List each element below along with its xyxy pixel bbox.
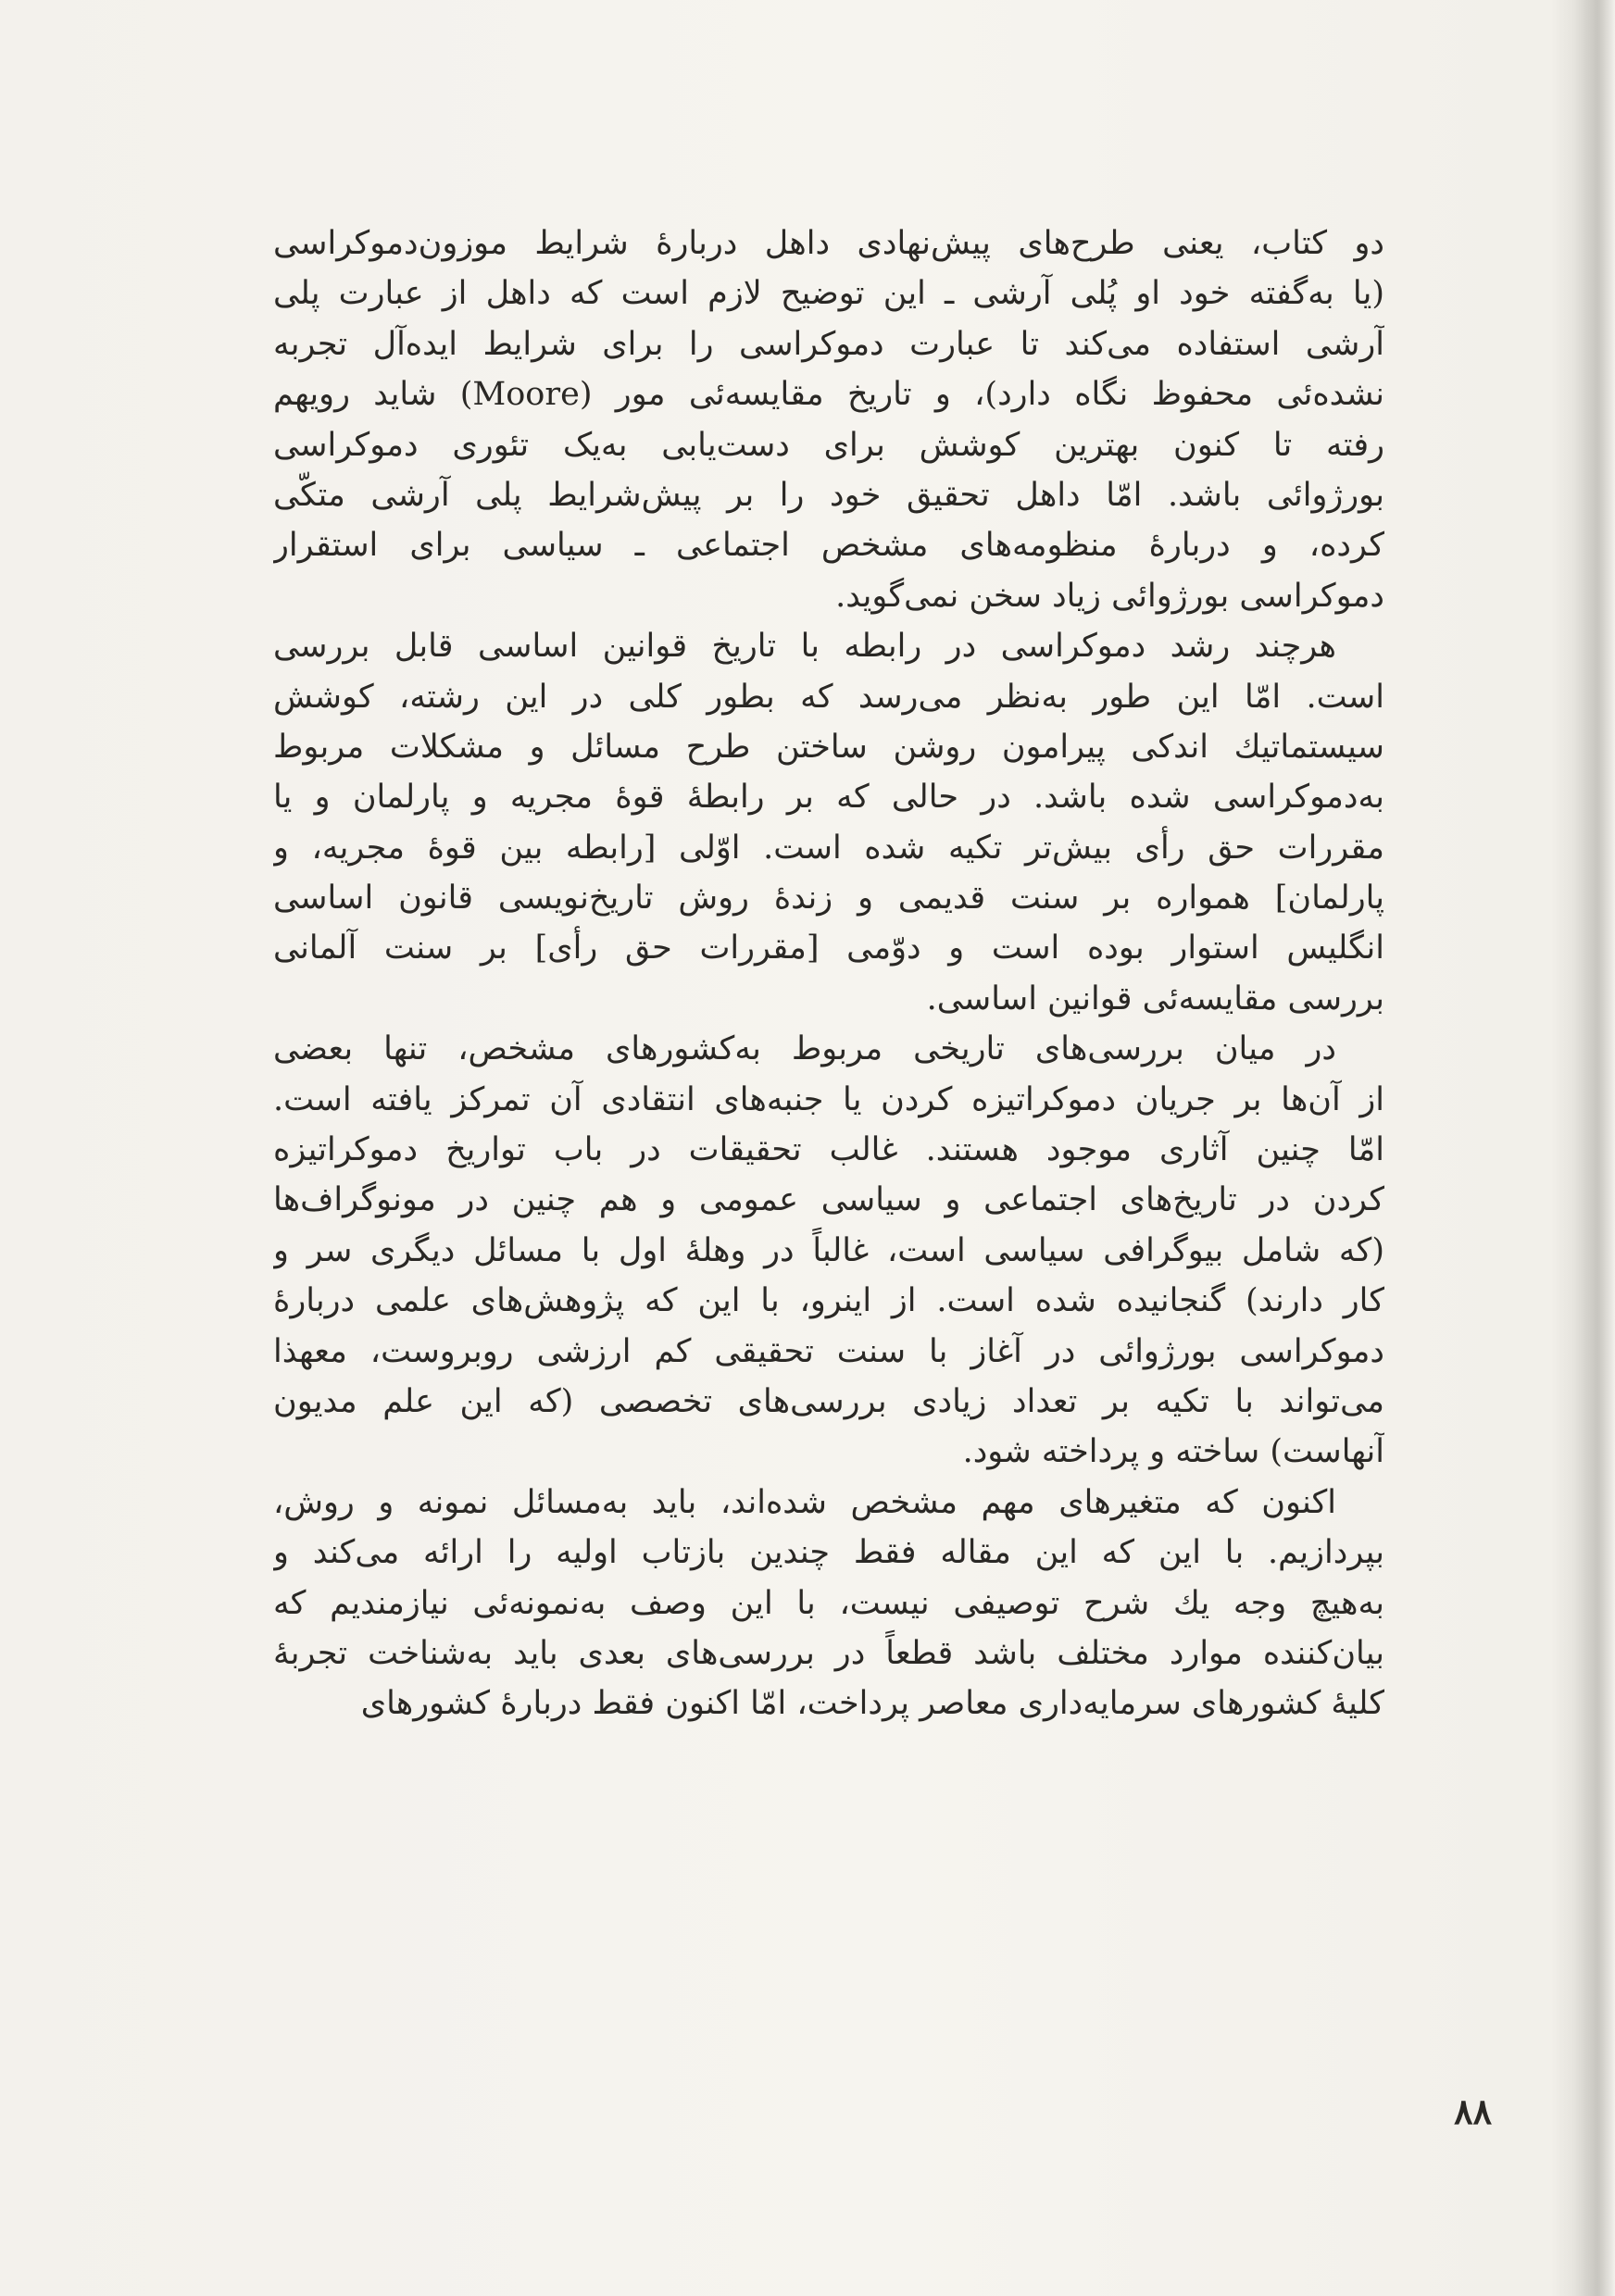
text-line: است. امّا این طور به‌نظر می‌رسد که بطور کلی در این رشته، کوشش xyxy=(273,678,1384,716)
text-line: بپردازیم. با این که این مقاله فقط چندین بازتاب اولیه را ارائه می‌کند و xyxy=(273,1534,1384,1572)
text-line: کرده، و دربارهٔ منظومه‌های مشخص اجتماعی ـ سیاسی برای استقرار xyxy=(273,527,1384,565)
text-line: نشده‌ئی محفوظ نگاه دارد)، و تاریخ مقایسه‌ئی مور (Moore) شاید رویهم xyxy=(273,376,1384,414)
paragraph xyxy=(273,621,1384,1024)
paragraph xyxy=(273,1024,1384,1478)
text-line: در میان بررسی‌های تاریخی مربوط به‌کشورهای مشخص، تنها بعضی xyxy=(273,1030,1336,1068)
text-line: دموکراسی بورژوائی زیاد سخن نمی‌گوید. xyxy=(835,577,1384,615)
text-line: آرشی استفاده می‌کند تا عبارت دموکراسی را برای شرایط ایده‌آل تجربه xyxy=(273,325,1384,363)
text-line: به‌دموکراسی شده باشد. در حالی که بر رابطهٔ قوهٔ مجریه و پارلمان و یا xyxy=(273,779,1384,817)
text-line: بورژوائی باشد. امّا داهل تحقیق خود را بر پیش‌شرایط پلی آرشی متکّی xyxy=(273,476,1384,514)
text-line: بررسی مقایسه‌ئی قوانین اساسی. xyxy=(926,980,1384,1017)
text-line: آنهاست) ساخته و پرداخته شود. xyxy=(962,1433,1384,1471)
page-number: ۸۸ xyxy=(1454,2090,1492,2132)
text-line: امّا چنین آثاری موجود هستند. غالب تحقیقات در باب تواریخ دموکراتیزه xyxy=(273,1131,1384,1169)
text-line: پارلمان] همواره بر سنت قدیمی و زندهٔ روش تاریخ‌نویسی قانون اساسی xyxy=(273,880,1384,917)
text-line: بیان‌کننده موارد مختلف باشد قطعاً در بررسی‌های بعدی باید به‌شناخت تجربهٔ xyxy=(273,1634,1384,1672)
text-line: از آن‌ها بر جریان دموکراتیزه کردن یا جنبه‌های انتقادی آن تمرکز یافته است. xyxy=(273,1080,1384,1118)
text-line: مقررات حق رأی بیش‌تر تکیه شده است. اوّلی [رابطه بین قوهٔ مجریه، و xyxy=(273,829,1384,867)
paragraph xyxy=(273,1478,1384,1729)
text-line: (یا به‌گفته خود او پُلی آرشی ـ این توضیح لازم است که داهل از عبارت پلی xyxy=(273,275,1384,313)
text-line: سیستماتیك اندکی پیرامون روشن ساختن طرح مسائل و مشکلات مربوط xyxy=(273,728,1384,766)
text-line: کردن در تاریخ‌های اجتماعی و سیاسی عمومی و هم چنین در مونوگراف‌ها xyxy=(273,1181,1384,1219)
text-line: (که شامل بیوگرافی سیاسی است، غالباً در وهلهٔ اول با مسائل دیگری سر و xyxy=(273,1231,1384,1269)
paragraph xyxy=(273,218,1384,621)
text-line: کار دارند) گنجانیده شده است. از اینرو، با این که پژوهش‌های علمی دربارهٔ xyxy=(273,1282,1384,1320)
text-line: رفته تا کنون بهترین کوشش برای دست‌یابی به‌یک تئوری دموکراسی xyxy=(273,426,1384,464)
text-line: کلیهٔ کشورهای سرمایه‌داری معاصر پرداخت، امّا اکنون فقط دربارهٔ کشورهای xyxy=(360,1685,1384,1723)
text-line: دموکراسی بورژوائی در آغاز با سنت تحقیقی کم ارزشی روبروست، معهذا xyxy=(273,1332,1384,1370)
text-line: انگلیس استوار بوده است و دوّمی [مقررات حق رأی] بر سنت آلمانی xyxy=(273,930,1384,967)
body-text xyxy=(273,218,1384,1729)
text-line: هرچند رشد دموکراسی در رابطه با تاریخ قوانین اساسی قابل بررسی xyxy=(273,628,1336,666)
page-edge-shadow xyxy=(1574,0,1615,2296)
text-line: می‌تواند با تکیه بر تعداد زیادی بررسی‌های تخصصی (که این علم مدیون xyxy=(273,1382,1384,1420)
text-line: دو کتاب، یعنی طرح‌های پیش‌نهادی داهل دربارهٔ شرایط موزون‌دموکراسی xyxy=(273,225,1384,262)
text-line: به‌هیچ وجه یك شرح توصیفی نیست، با این وصف به‌نمونه‌ئی نیازمندیم که xyxy=(273,1584,1384,1622)
text-line: اکنون که متغیرهای مهم مشخص شده‌اند، باید به‌مسائل نمونه و روش، xyxy=(273,1483,1336,1521)
